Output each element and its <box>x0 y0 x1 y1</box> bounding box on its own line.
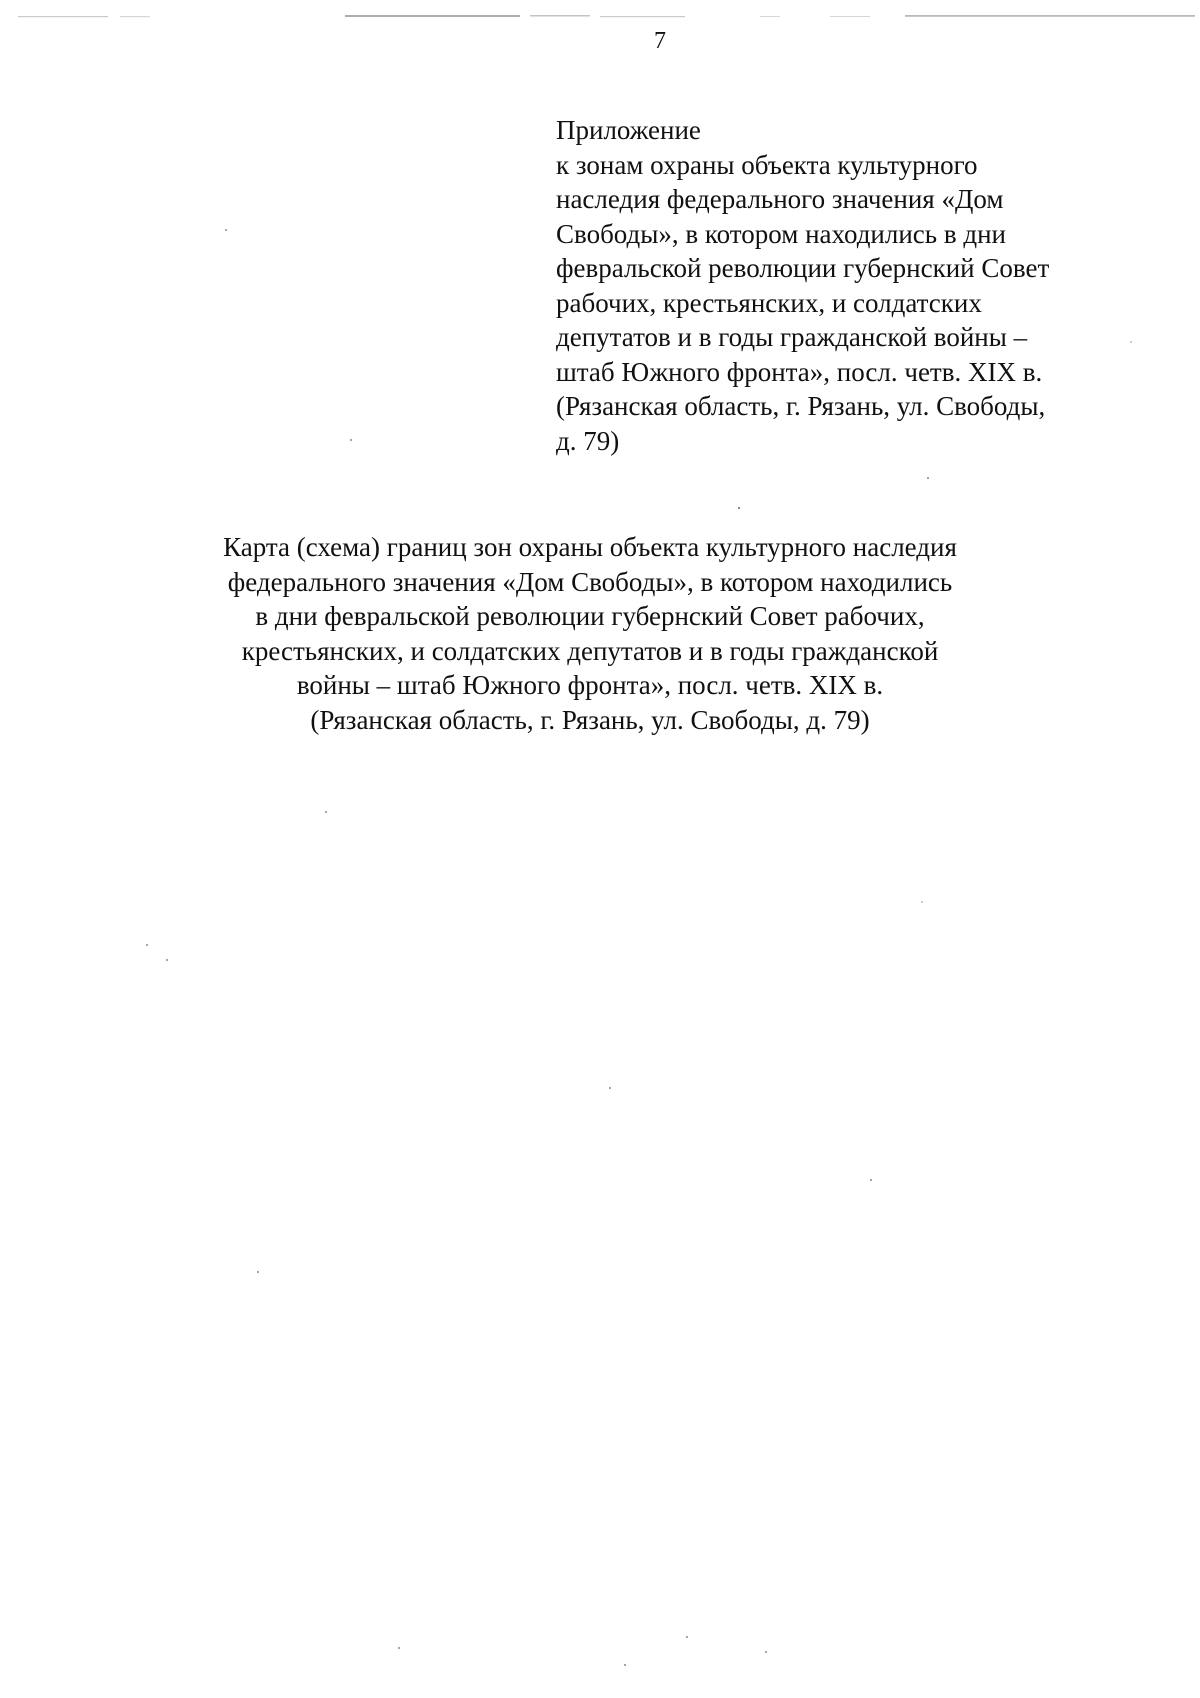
appendix-heading-block <box>556 113 1116 458</box>
appendix-line: к зонам охраны объекта культурного <box>556 149 978 180</box>
appendix-line: депутатов и в годы гражданской войны – <box>556 322 1028 352</box>
appendix-line: рабочих, крестьянских, и солдатских <box>556 287 982 318</box>
appendix-line: (Рязанская область, г. Рязань, ул. Свободы, <box>556 391 1046 421</box>
map-title-line: в дни февральской революции губернский Совет рабочих, <box>255 601 925 631</box>
map-title-block <box>200 530 980 737</box>
appendix-line: февральской революции губернский Совет <box>556 253 1050 283</box>
map-title-line: федерального значения «Дом Свободы», в котором находились <box>227 566 953 597</box>
scan-top-edge-artifact <box>0 14 1200 20</box>
appendix-line: наследия федерального значения «Дом <box>556 184 1004 214</box>
appendix-line: Свободы», в котором находились в дни <box>556 218 1006 249</box>
map-title-line: войны – штаб Южного фронта», посл. четв. XIX в. <box>296 670 884 700</box>
appendix-line: штаб Южного фронта», посл. четв. XIX в. <box>556 356 1043 387</box>
appendix-line: Приложение <box>556 115 701 145</box>
appendix-line: д. 79) <box>556 425 620 456</box>
map-title-line: крестьянских, и солдатских депутатов и в годы гражданской <box>241 635 939 666</box>
map-title-line: Карта (схема) границ зон охраны объекта культурного наследия <box>223 532 957 562</box>
page-number: 7 <box>654 28 666 54</box>
map-title-line: (Рязанская область, г. Рязань, ул. Свободы, д. 79) <box>310 704 870 735</box>
